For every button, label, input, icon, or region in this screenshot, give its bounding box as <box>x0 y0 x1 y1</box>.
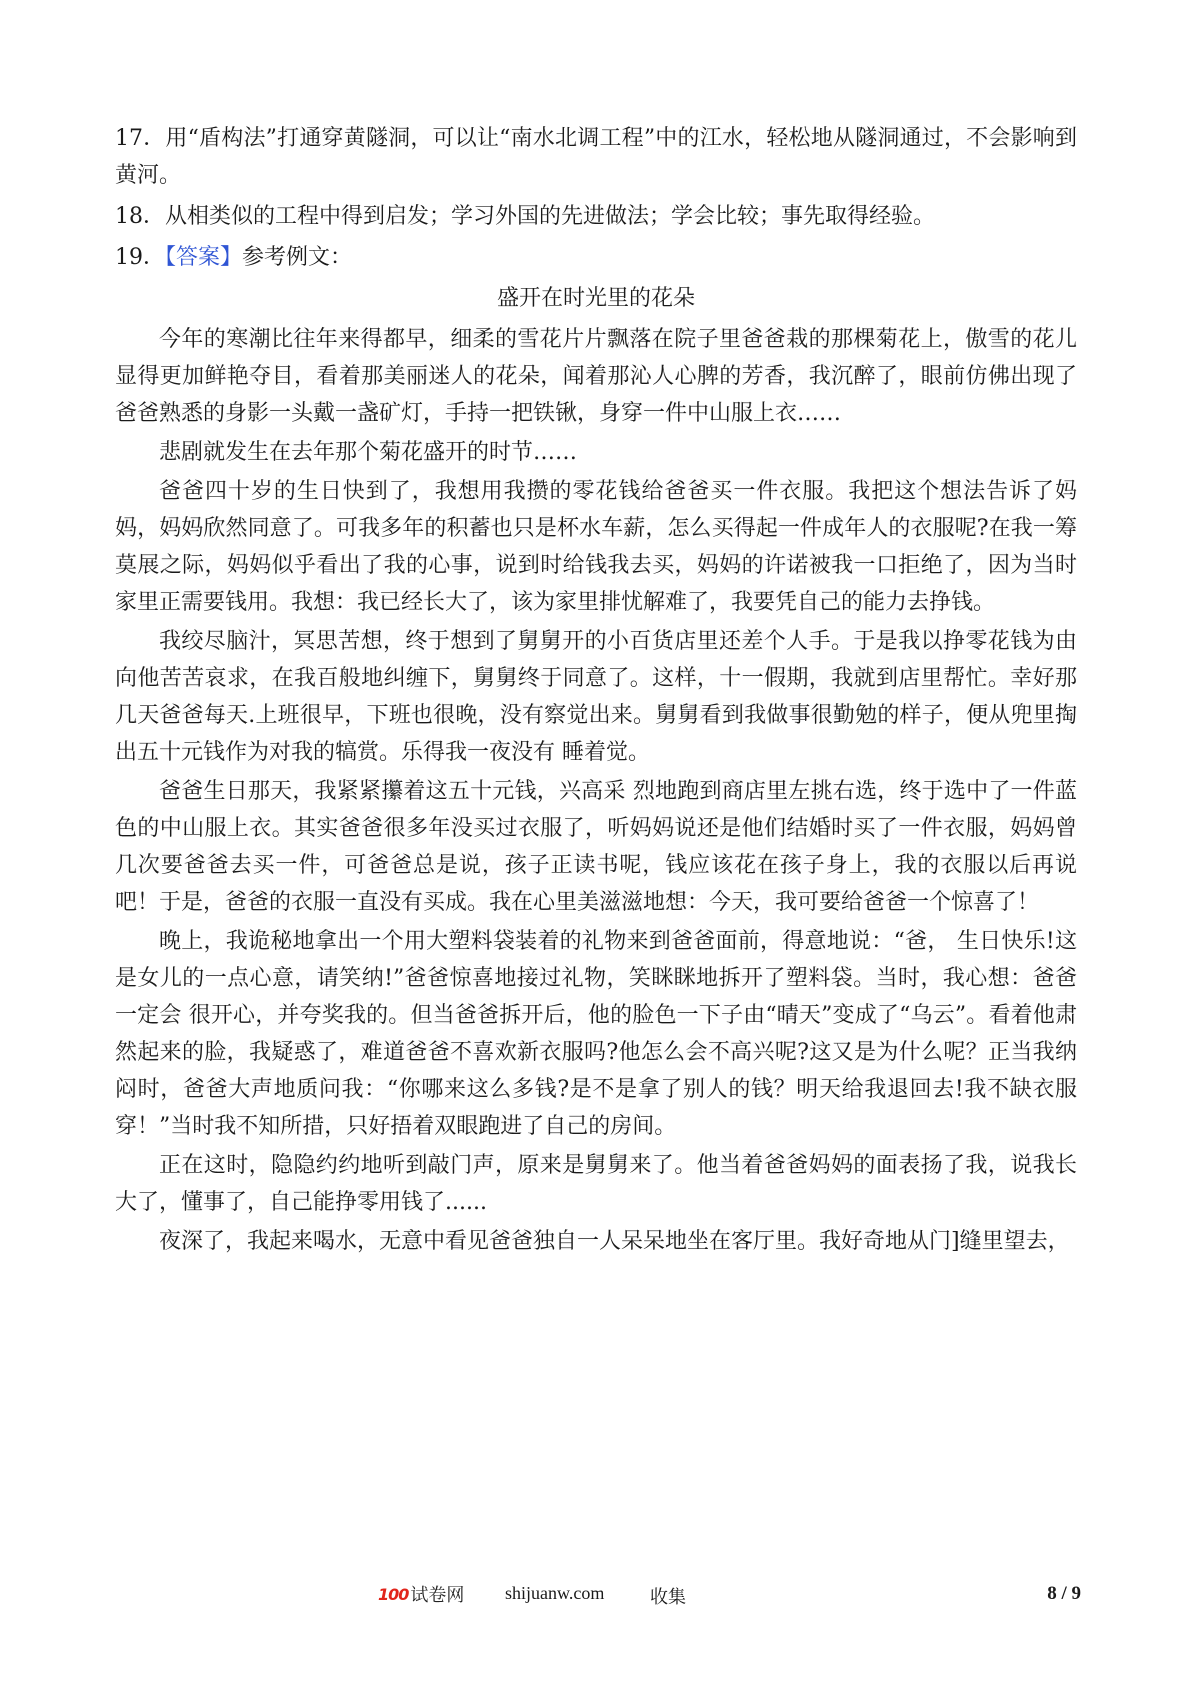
page-content <box>115 120 1077 1262</box>
answer-tag: 【答案】 <box>165 245 243 270</box>
essay-paragraph: 我绞尽脑汁，冥思苦想，终于想到了舅舅开的小百货店里还差个人手。于是我以挣零花钱为由向他苦苦哀求，在我百般地纠缠下，舅舅终于同意了。这样，十一假期，我就到店里帮忙。幸好那几天爸爸每天.上班很早，下班也很晚，没有察觉出来。舅舅看到我做事很勤勉的样子，便从兜里掏出五十元钱作为对我的犒赏。乐得我一夜没有 睡着觉。 <box>115 629 1077 765</box>
answer-text: 用“盾构法”打通穿黄隧洞，可以让“南水北调工程”中的江水，轻松地从隧洞通过，不会影响到黄河。 <box>115 126 1077 188</box>
answer-17 <box>115 120 1077 194</box>
page-number: 8 / 9 <box>1047 1583 1081 1604</box>
answer-19 <box>115 239 1077 276</box>
essay-paragraph: 今年的寒潮比往年来得都早，细柔的雪花片片飘落在院子里爸爸栽的那棵菊花上，傲雪的花儿显得更加鲜艳夺目，看着那美丽迷人的花朵，闻着那沁人心脾的芳香，我沉醉了，眼前仿佛出现了爸爸熟悉的身影一头戴一盏矿灯，手持一把铁锹，身穿一件中山服上衣…… <box>115 327 1077 426</box>
page-footer <box>0 1575 1191 1615</box>
logo-text: 试卷网 <box>410 1585 465 1606</box>
answer-text: 从相类似的工程中得到启发；学习外国的先进做法；学会比较；事先取得经验。 <box>165 204 936 229</box>
site-logo <box>378 1581 464 1607</box>
essay-paragraph: 夜深了，我起来喝水，无意中看见爸爸独自一人呆呆地坐在客厅里。我好奇地从门]缝里望去， <box>159 1229 1070 1254</box>
answer-text: 参考例文： <box>242 245 353 270</box>
essay-title: 盛开在时光里的花朵 <box>496 286 695 311</box>
essay-paragraph: 晚上，我诡秘地拿出一个用大塑料袋装着的礼物来到爸爸面前，得意地说：“爸， 生日快乐!这是女儿的一点心意，请笑纳!”爸爸惊喜地接过礼物，笑眯眯地拆开了塑料袋。当时，我心想：爸爸一定会 很开心，并夸奖我的。但当爸爸拆开后，他的脸色一下子由“晴天”变成了“乌云”。看着他肃然起来的脸，我疑惑了，难道爸爸不喜欢新衣服吗?他怎么会不高兴呢?这又是为什么呢？正当我纳闷时，爸爸大声地质问我：“你哪来这么多钱?是不是拿了别人的钱？明天给我退回去!我不缺衣服穿！”当时我不知所措，只好捂着双眼跑进了自己的房间。 <box>115 929 1077 1139</box>
answer-number: 17． <box>115 126 166 151</box>
collect-label: 收集 <box>650 1587 686 1608</box>
essay-paragraph: 爸爸生日那天，我紧紧攥着这五十元钱，兴高采 烈地跑到商店里左挑右选，终于选中了一件蓝色的中山服上衣。其实爸爸很多年没买过衣服了，听妈妈说还是他们结婚时买了一件衣服，妈妈曾几次要爸爸去买一件，可爸爸总是说，孩子正读书呢，钱应该花在孩子身上，我的衣服以后再说吧！于是，爸爸的衣服一直没有买成。我在心里美滋滋地想：今天，我可要给爸爸一个惊喜了！ <box>115 779 1077 915</box>
site-url: shijuanw.com <box>505 1583 605 1603</box>
answer-number: 18． <box>115 204 165 229</box>
answer-18 <box>115 198 1077 235</box>
answer-number: 19． <box>115 245 165 270</box>
logo-mark: 100 <box>378 1584 409 1604</box>
essay-paragraph: 正在这时，隐隐约约地听到敲门声，原来是舅舅来了。他当着爸爸妈妈的面表扬了我，说我长大了，懂事了，自己能挣零用钱了...... <box>115 1153 1077 1215</box>
essay-paragraph: 悲剧就发生在去年那个菊花盛开的时节…… <box>159 440 578 465</box>
essay-paragraph: 爸爸四十岁的生日快到了，我想用我攒的零花钱给爸爸买一件衣服。我把这个想法告诉了妈妈，妈妈欣然同意了。可我多年的积蓄也只是杯水车薪，怎么买得起一件成年人的衣服呢?在我一筹莫展之际，妈妈似乎看出了我的心事，说到时给钱我去买，妈妈的许诺被我一口拒绝了，因为当时家里正需要钱用。我想：我已经长大了，该为家里排忧解难了，我要凭自己的能力去挣钱。 <box>115 479 1077 615</box>
